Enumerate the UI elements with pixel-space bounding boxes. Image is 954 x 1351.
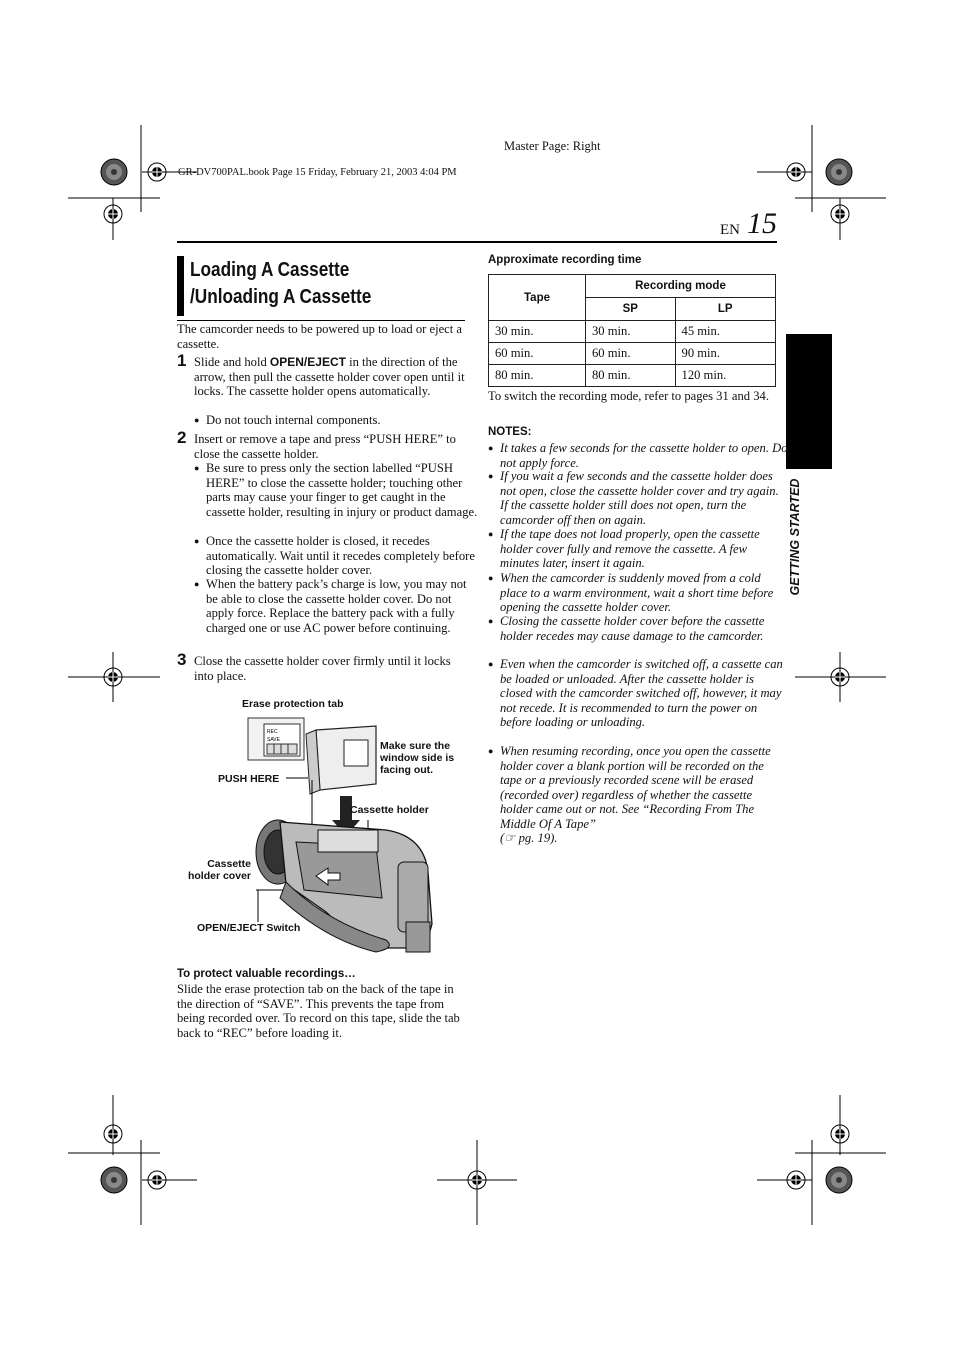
cell: 90 min. [675,343,775,365]
color-bar-icon [826,1167,852,1193]
note-item: ● Closing the cassette holder cover before the cassette holder recedes may cause damage to the camcorder. [488,614,788,643]
side-tab-block [786,334,832,469]
tab-save-text: SAVE [267,737,280,743]
push-here-label: PUSH HERE [218,773,280,785]
protect-heading: To protect valuable recordings… [177,968,356,980]
cell: 60 min. [489,343,586,365]
color-bar-icon [101,159,127,185]
page-title [190,257,371,311]
window-side-label: Make sure the window side is facing out. [380,740,455,776]
header-rule [177,241,777,243]
step-2-bullet: ● Once the cassette holder is closed, it recedes automatically. Wait until it recedes completely before closing the cassette holder cover. [194,534,478,578]
table-caption: Approximate recording time [488,254,642,266]
note-item: ● If you wait a few seconds and the cassette holder does not open, close the cassette holder cover and try again. If the cassette holder still does not open, turn the camcorder off then on again. [488,469,788,527]
intro-text: The camcorder needs to be powered up to load or eject a cassette. [177,322,462,351]
table-row [489,343,776,365]
note-item: ● If the tape does not load properly, open the cassette holder cover fully and remove the cassette. A few minutes later, insert it again. [488,527,788,571]
note-item: ● When resuming recording, once you open the cassette holder cover a blank portion will be recorded on the tape or a previously recorded scene will be erased (recorded over) regardless of whether the cassette holder came out or not. See “Recording From The Middle Of A Tape” (☞ pg. 19). [488,744,788,846]
table-row [489,321,776,343]
side-tab-label: GETTING STARTED [788,478,802,596]
note-item: ● It takes a few seconds for the cassette holder to open. Do not apply force. [488,441,788,470]
step-1-number: 1 [177,351,187,370]
note-item: ● When the camcorder is suddenly moved from a cold place to a warm environment, wait a short time before opening the cassette holder cover. [488,571,788,615]
step-1-bullet: ● Do not touch internal components. [194,413,478,428]
note-item: ● Even when the camcorder is switched off, a cassette can be loaded or unloaded. After the cassette holder is closed with the camcorder switched off, however, it may not recede. It is recommended to turn the power on before loading or unloading. [488,657,788,730]
color-bar-icon [101,1167,127,1193]
cell: 45 min. [675,321,775,343]
step-2-number: 2 [177,428,187,447]
protect-text: Slide the erase protection tab on the back of the tape in the direction of “SAVE”. This prevents the tape from being recorded over. To record on this tape, slide the tab back to “REC” before loading it. [177,982,460,1040]
cassette-holder-label: Cassette holder [350,804,429,816]
file-info: GR-DV700PAL.book Page 15 Friday, February 21, 2003 4:04 PM [178,167,457,178]
holder-cover-label: Cassette holder cover [187,858,251,882]
color-bar-icon [826,159,852,185]
title-bar [177,256,184,316]
tab-rec-text: REC [267,729,278,735]
step-2-bullet: ● Be sure to press only the section labelled “PUSH HERE” to close the cassette holder; touching other parts may cause your finger to get caught in the cassette holder, resulting in injury or product damage. [194,461,478,519]
title-rule [177,320,465,321]
step-2-bullet: ● When the battery pack’s charge is low, you may not be able to close the cassette holder cover. Do not apply force. Replace the battery pack with a fully charged one or use AC power before continuing. [194,577,478,635]
col-tape: Tape [489,275,586,321]
erase-tab-label: Erase protection tab [242,698,344,710]
step-3-number: 3 [177,650,187,669]
step-1-text: Slide and hold OPEN/EJECT in the direction of the arrow, then pull the cassette holder cover open until it locks. The cassette holder opens automatically. [194,355,465,399]
cell: 30 min. [586,321,676,343]
notes-heading: NOTES: [488,426,532,438]
switch-mode-note: To switch the recording mode, refer to pages 31 and 34. [488,389,769,403]
col-lp: LP [675,298,775,321]
cell: 120 min. [675,365,775,387]
cell: 60 min. [586,343,676,365]
table-row [489,365,776,387]
lang-label: EN [720,222,740,238]
step-2-text: Insert or remove a tape and press “PUSH HERE” to close the cassette holder. [194,432,456,461]
title-line-1: Loading A Cassette [190,259,350,281]
page-reference: (☞ pg. 19). [500,831,558,845]
col-sp: SP [586,298,676,321]
switch-label: OPEN/EJECT Switch [197,922,301,934]
cell: 30 min. [489,321,586,343]
recording-time-table [488,274,776,387]
cell: 80 min. [489,365,586,387]
title-line-2: /Unloading A Cassette [190,286,372,308]
step-3-text: Close the cassette holder cover firmly until it locks into place. [194,654,451,683]
page-number: 15 [747,207,777,240]
cell: 80 min. [586,365,676,387]
col-mode: Recording mode [586,275,776,298]
master-page-label: Master Page: Right [504,139,601,153]
